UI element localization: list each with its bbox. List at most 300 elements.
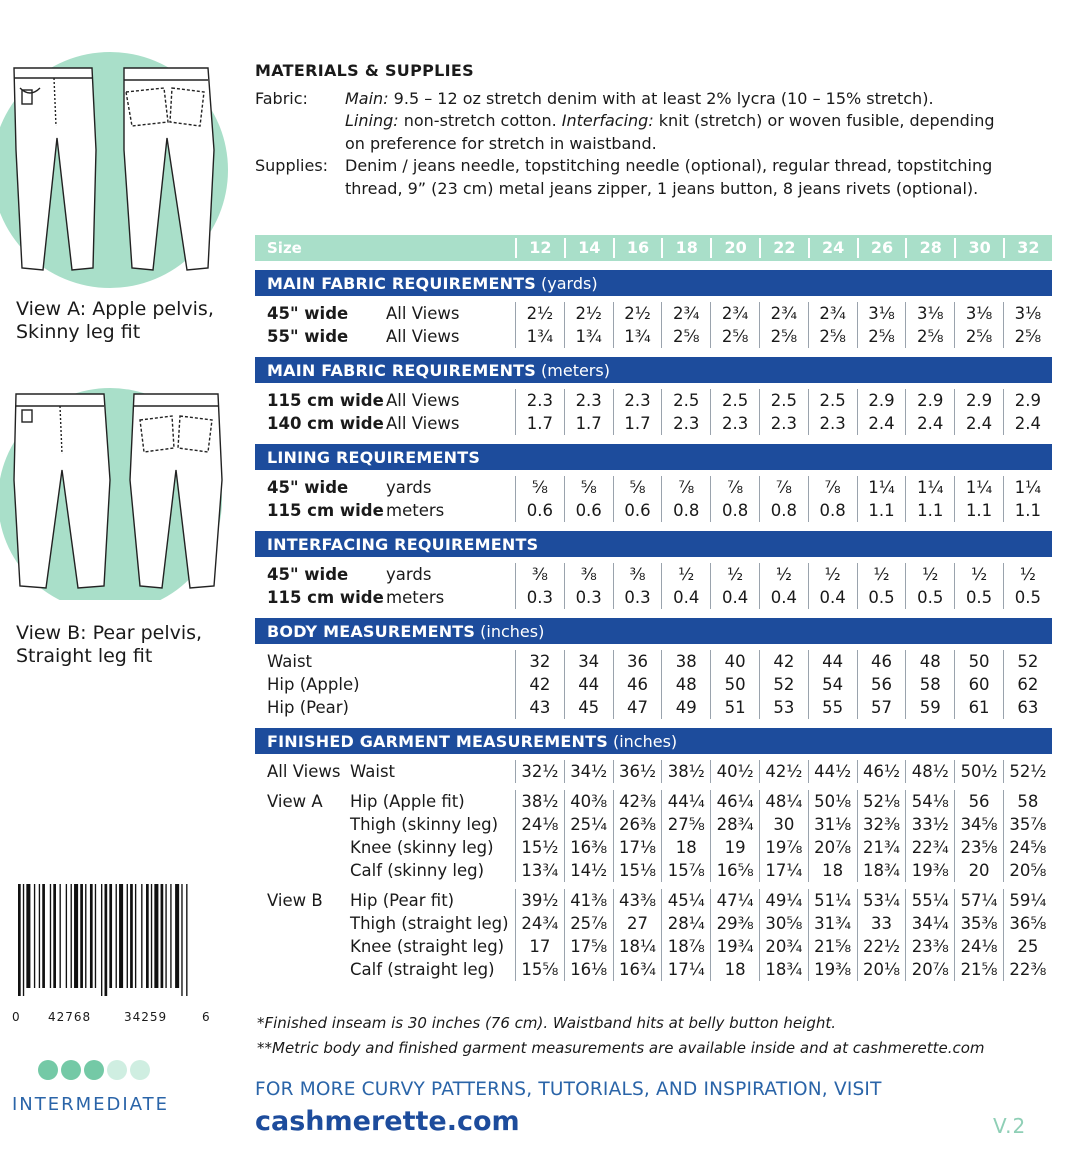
size-header-cell: 12 bbox=[515, 238, 564, 258]
barcode-bar bbox=[101, 884, 102, 996]
table-cell: 41⅜ bbox=[564, 889, 613, 912]
table-cell: 1¼ bbox=[1003, 476, 1052, 499]
table-cell: 50 bbox=[954, 650, 1003, 673]
barcode-bar bbox=[175, 884, 179, 988]
row-label: Waist bbox=[267, 652, 313, 671]
table-cell: 23⅝ bbox=[954, 836, 1003, 859]
table-cell: 2⅝ bbox=[808, 325, 857, 348]
table-cell: 49 bbox=[661, 696, 710, 719]
barcode-bar bbox=[53, 884, 56, 988]
size-chart bbox=[255, 235, 1052, 981]
table-cell: 45¼ bbox=[661, 889, 710, 912]
barcode-digits-left: 42768 bbox=[48, 1010, 92, 1024]
table-cell: 56 bbox=[954, 790, 1003, 813]
table-cell: 40 bbox=[710, 650, 759, 673]
table-cell: 2.3 bbox=[515, 389, 564, 412]
table-cell: ⅝ bbox=[564, 476, 613, 499]
size-header-cell: 30 bbox=[954, 238, 1003, 258]
row-sublabel: Hip (Pear fit) bbox=[350, 891, 455, 910]
table-cell: 24⅛ bbox=[515, 813, 564, 836]
table-row bbox=[255, 696, 1052, 719]
table-cell: 20 bbox=[954, 859, 1003, 882]
table-cell: 22⅜ bbox=[1003, 958, 1052, 981]
table-cell: 2⅝ bbox=[905, 325, 954, 348]
barcode-bar bbox=[165, 884, 166, 988]
table-cell: 0.6 bbox=[564, 499, 613, 522]
table-cell: 54 bbox=[808, 673, 857, 696]
table-cell: 16⅜ bbox=[564, 836, 613, 859]
table-cell: 38½ bbox=[661, 760, 710, 783]
table-cell: 51 bbox=[710, 696, 759, 719]
table-cell: 0.3 bbox=[613, 586, 662, 609]
row-label: 45" wide bbox=[267, 304, 349, 323]
size-header-label: Size bbox=[267, 239, 302, 257]
table-cell: 45 bbox=[564, 696, 613, 719]
table-cell: 57¼ bbox=[954, 889, 1003, 912]
table-cell: 1¼ bbox=[954, 476, 1003, 499]
table-cell: 50 bbox=[710, 673, 759, 696]
footnotes bbox=[257, 1011, 985, 1061]
section-unit: (inches) bbox=[480, 621, 545, 641]
version-label: V.2 bbox=[993, 1114, 1027, 1138]
table-cell: 33 bbox=[857, 912, 906, 935]
table-cell: 2.5 bbox=[808, 389, 857, 412]
difficulty-dot-filled bbox=[84, 1060, 104, 1080]
table-cell: 53 bbox=[759, 696, 808, 719]
table-cell: 49¼ bbox=[759, 889, 808, 912]
table-row bbox=[255, 302, 1052, 325]
size-header-cell: 28 bbox=[905, 238, 954, 258]
section-header-finished bbox=[255, 728, 1052, 754]
table-cell: 42½ bbox=[759, 760, 808, 783]
table-cell: 46 bbox=[857, 650, 906, 673]
barcode-bar bbox=[116, 884, 117, 988]
table-cell: ½ bbox=[759, 563, 808, 586]
table-cell: 44 bbox=[808, 650, 857, 673]
table-cell: 60 bbox=[954, 673, 1003, 696]
table-cell: 1¼ bbox=[857, 476, 906, 499]
table-cell: 43⅜ bbox=[613, 889, 662, 912]
table-cell: 1.7 bbox=[613, 412, 662, 435]
table-cell: 38 bbox=[661, 650, 710, 673]
table-cell: 20⅝ bbox=[1003, 859, 1052, 882]
table-cell: 20⅞ bbox=[808, 836, 857, 859]
section-unit: (meters) bbox=[541, 360, 610, 380]
table-cell: 31¾ bbox=[808, 912, 857, 935]
table-cell: 0.8 bbox=[710, 499, 759, 522]
table-cell: 0.3 bbox=[564, 586, 613, 609]
table-cell: 57 bbox=[857, 696, 906, 719]
table-cell: 0.5 bbox=[905, 586, 954, 609]
barcode-digits-right: 34259 bbox=[124, 1010, 168, 1024]
barcode-bar bbox=[151, 884, 152, 988]
table-cell: ½ bbox=[661, 563, 710, 586]
table-cell: 38½ bbox=[515, 790, 564, 813]
table-cell: 1.1 bbox=[954, 499, 1003, 522]
table-cell: 18¾ bbox=[759, 958, 808, 981]
table-cell: 47¼ bbox=[710, 889, 759, 912]
table-cell: ⅞ bbox=[661, 476, 710, 499]
table-cell: 34¼ bbox=[905, 912, 954, 935]
table-cell: 42 bbox=[515, 673, 564, 696]
row-label: 115 cm wide bbox=[267, 501, 384, 520]
row-sublabel: Knee (straight leg) bbox=[350, 937, 505, 956]
row-label: Hip (Pear) bbox=[267, 698, 349, 717]
table-cell: 27 bbox=[613, 912, 662, 935]
table-cell: 1.1 bbox=[857, 499, 906, 522]
table-cell: 44½ bbox=[808, 760, 857, 783]
row-label: 45" wide bbox=[267, 478, 349, 497]
row-sublabel: meters bbox=[386, 588, 445, 607]
table-cell: 2.5 bbox=[759, 389, 808, 412]
table-row bbox=[255, 790, 1052, 813]
row-sublabel: Waist bbox=[350, 762, 396, 781]
section-rows bbox=[255, 470, 1052, 522]
difficulty-label: INTERMEDIATE bbox=[12, 1094, 170, 1115]
section-title: MAIN FABRIC REQUIREMENTS bbox=[267, 273, 537, 293]
difficulty-dot-filled bbox=[61, 1060, 81, 1080]
table-cell: 22¾ bbox=[905, 836, 954, 859]
table-cell: 2⅝ bbox=[710, 325, 759, 348]
barcode-bar bbox=[141, 884, 142, 988]
table-cell: 19⅜ bbox=[905, 859, 954, 882]
table-cell: 2.4 bbox=[954, 412, 1003, 435]
row-sublabel: meters bbox=[386, 501, 445, 520]
table-cell: ⅝ bbox=[515, 476, 564, 499]
table-cell: 2.4 bbox=[1003, 412, 1052, 435]
table-cell: 3⅛ bbox=[1003, 302, 1052, 325]
barcode-bar bbox=[23, 884, 24, 996]
table-cell: 54⅛ bbox=[905, 790, 954, 813]
table-cell: 50⅛ bbox=[808, 790, 857, 813]
table-row bbox=[255, 859, 1052, 882]
table-row bbox=[255, 813, 1052, 836]
size-header-cell: 26 bbox=[857, 238, 906, 258]
barcode-bar bbox=[161, 884, 164, 988]
table-cell: 15⅝ bbox=[515, 958, 564, 981]
table-cell: 25⅞ bbox=[564, 912, 613, 935]
table-cell: ⅝ bbox=[613, 476, 662, 499]
table-cell: 1.1 bbox=[1003, 499, 1052, 522]
section-title: BODY MEASUREMENTS bbox=[267, 621, 476, 641]
table-cell: 19 bbox=[710, 836, 759, 859]
section-rows bbox=[255, 296, 1052, 348]
barcode-bar bbox=[130, 884, 133, 988]
table-cell: ½ bbox=[905, 563, 954, 586]
table-cell: 44 bbox=[564, 673, 613, 696]
barcode-bar bbox=[26, 884, 30, 988]
table-cell: 17¼ bbox=[759, 859, 808, 882]
table-row bbox=[255, 650, 1052, 673]
table-cell: 2¾ bbox=[710, 302, 759, 325]
table-cell: 22½ bbox=[857, 935, 906, 958]
barcode-bar bbox=[181, 884, 182, 996]
table-cell: ½ bbox=[954, 563, 1003, 586]
table-cell: 1¼ bbox=[905, 476, 954, 499]
barcode-bar bbox=[170, 884, 171, 988]
table-cell: 3⅛ bbox=[857, 302, 906, 325]
barcode-digit-first: 0 bbox=[12, 1010, 21, 1024]
table-cell: 32⅜ bbox=[857, 813, 906, 836]
table-cell: 2⅝ bbox=[661, 325, 710, 348]
barcode-bar bbox=[71, 884, 72, 988]
barcode-bar bbox=[135, 884, 136, 988]
table-cell: 17⅛ bbox=[613, 836, 662, 859]
table-cell: 35⅜ bbox=[954, 912, 1003, 935]
table-cell: 2.3 bbox=[710, 412, 759, 435]
table-cell: 28¼ bbox=[661, 912, 710, 935]
row-label: 55" wide bbox=[267, 327, 349, 346]
table-cell: 17⅝ bbox=[564, 935, 613, 958]
size-header-cell: 20 bbox=[710, 238, 759, 258]
section-rows bbox=[255, 644, 1052, 719]
table-cell: 34 bbox=[564, 650, 613, 673]
size-header-cell: 22 bbox=[759, 238, 808, 258]
table-cell: 2.4 bbox=[905, 412, 954, 435]
table-cell: ⅜ bbox=[515, 563, 564, 586]
table-cell: 63 bbox=[1003, 696, 1052, 719]
table-cell: 32½ bbox=[515, 760, 564, 783]
section-rows bbox=[255, 383, 1052, 435]
table-cell: 2.4 bbox=[857, 412, 906, 435]
footnote-inseam: *Finished inseam is 30 inches (76 cm). Waistband hits at belly button height. bbox=[257, 1014, 837, 1032]
table-cell: 20⅛ bbox=[857, 958, 906, 981]
barcode-bar bbox=[95, 884, 96, 988]
table-cell: 52 bbox=[1003, 650, 1052, 673]
table-row bbox=[255, 389, 1052, 412]
table-cell: 48¼ bbox=[759, 790, 808, 813]
row-sublabel: Calf (straight leg) bbox=[350, 960, 495, 979]
table-cell: 2¾ bbox=[808, 302, 857, 325]
table-cell: 34½ bbox=[564, 760, 613, 783]
table-cell: 46½ bbox=[857, 760, 906, 783]
table-cell: ½ bbox=[808, 563, 857, 586]
table-cell: 2.9 bbox=[857, 389, 906, 412]
row-label: View B bbox=[267, 891, 323, 910]
table-cell: 55 bbox=[808, 696, 857, 719]
table-cell: 34⅝ bbox=[954, 813, 1003, 836]
table-cell: 0.8 bbox=[808, 499, 857, 522]
table-cell: 58 bbox=[1003, 790, 1052, 813]
table-cell: 17¼ bbox=[661, 958, 710, 981]
fabric-label: Fabric: bbox=[255, 88, 308, 108]
table-cell: ½ bbox=[857, 563, 906, 586]
table-cell: 52 bbox=[759, 673, 808, 696]
row-label: 115 cm wide bbox=[267, 588, 384, 607]
table-cell: 51¼ bbox=[808, 889, 857, 912]
table-cell: 0.8 bbox=[661, 499, 710, 522]
main-fabric-text: 9.5 – 12 oz stretch denim with at least 2% lycra (10 – 15% stretch). bbox=[388, 88, 934, 108]
table-cell: 40⅜ bbox=[564, 790, 613, 813]
section-header-main_meters bbox=[255, 357, 1052, 383]
barcode-bar bbox=[127, 884, 128, 988]
table-cell: 31⅛ bbox=[808, 813, 857, 836]
table-cell: 16¾ bbox=[613, 958, 662, 981]
website-link[interactable]: cashmerette.com bbox=[255, 1106, 520, 1137]
table-cell: 2.3 bbox=[661, 412, 710, 435]
row-sublabel: yards bbox=[386, 478, 432, 497]
row-label: View A bbox=[267, 792, 323, 811]
table-cell: 53¼ bbox=[857, 889, 906, 912]
materials-heading: MATERIALS & SUPPLIES bbox=[255, 61, 474, 80]
table-cell: 19¾ bbox=[710, 935, 759, 958]
supplies-label: Supplies: bbox=[255, 156, 329, 175]
view-a-label: View A: bbox=[16, 298, 87, 320]
row-sublabel: Knee (skinny leg) bbox=[350, 838, 494, 857]
section-header-lining bbox=[255, 444, 1052, 470]
section-title: MAIN FABRIC REQUIREMENTS bbox=[267, 360, 537, 380]
table-cell: 2.3 bbox=[613, 389, 662, 412]
table-cell: 46 bbox=[613, 673, 662, 696]
table-cell: 27⅝ bbox=[661, 813, 710, 836]
table-cell: 19⅜ bbox=[808, 958, 857, 981]
table-cell: 17 bbox=[515, 935, 564, 958]
difficulty-dots bbox=[38, 1060, 150, 1080]
table-cell: 0.6 bbox=[613, 499, 662, 522]
barcode-bar bbox=[80, 884, 83, 988]
row-sublabel: All Views bbox=[386, 414, 460, 433]
table-cell: 2.3 bbox=[808, 412, 857, 435]
table-cell: 2.3 bbox=[759, 412, 808, 435]
table-cell: 21¾ bbox=[857, 836, 906, 859]
table-cell: 2⅝ bbox=[1003, 325, 1052, 348]
table-cell: 0.4 bbox=[808, 586, 857, 609]
table-cell: ⅞ bbox=[759, 476, 808, 499]
table-cell: 18⅞ bbox=[661, 935, 710, 958]
row-label: All Views bbox=[267, 762, 341, 781]
supplies-text: Denim / jeans needle, topstitching needle (optional), regular thread, topstitching bbox=[345, 156, 993, 175]
table-row bbox=[255, 958, 1052, 981]
promo-text: FOR MORE CURVY PATTERNS, TUTORIALS, AND INSPIRATION, VISIT bbox=[255, 1079, 882, 1100]
table-cell: 61 bbox=[954, 696, 1003, 719]
barcode-bar bbox=[50, 884, 51, 988]
table-cell: 3⅛ bbox=[954, 302, 1003, 325]
table-cell: 18¼ bbox=[613, 935, 662, 958]
table-cell: 0.4 bbox=[759, 586, 808, 609]
table-cell: 58 bbox=[905, 673, 954, 696]
table-cell: 59¼ bbox=[1003, 889, 1052, 912]
table-cell: 1.7 bbox=[564, 412, 613, 435]
table-row bbox=[255, 889, 1052, 912]
row-sublabel: All Views bbox=[386, 391, 460, 410]
section-header-interfacing bbox=[255, 531, 1052, 557]
table-cell: 1.7 bbox=[515, 412, 564, 435]
table-cell: 44¼ bbox=[661, 790, 710, 813]
table-cell: 18 bbox=[808, 859, 857, 882]
table-cell: 25¼ bbox=[564, 813, 613, 836]
table-cell: 2.3 bbox=[564, 389, 613, 412]
difficulty-dot-filled bbox=[38, 1060, 58, 1080]
table-cell: 24⅝ bbox=[1003, 836, 1052, 859]
table-cell: ⅞ bbox=[808, 476, 857, 499]
table-cell: ½ bbox=[710, 563, 759, 586]
section-header-main_yards bbox=[255, 270, 1052, 296]
table-cell: 2.9 bbox=[905, 389, 954, 412]
table-cell: 24⅛ bbox=[954, 935, 1003, 958]
barcode-bar bbox=[60, 884, 61, 988]
section-header-body bbox=[255, 618, 1052, 644]
table-cell: 2½ bbox=[515, 302, 564, 325]
table-cell: 36½ bbox=[613, 760, 662, 783]
table-cell: 48 bbox=[661, 673, 710, 696]
barcode-bar bbox=[146, 884, 149, 988]
row-sublabel: All Views bbox=[386, 327, 460, 346]
table-cell: 1.1 bbox=[905, 499, 954, 522]
barcode-bar bbox=[39, 884, 40, 988]
table-cell: 29⅜ bbox=[710, 912, 759, 935]
table-cell: 18 bbox=[661, 836, 710, 859]
barcode-bar bbox=[109, 884, 112, 988]
table-cell: 2.9 bbox=[954, 389, 1003, 412]
size-header-cell: 14 bbox=[564, 238, 613, 258]
barcode-bar bbox=[34, 884, 35, 988]
table-cell: 13¾ bbox=[515, 859, 564, 882]
table-cell: 23⅜ bbox=[905, 935, 954, 958]
row-label: 115 cm wide bbox=[267, 391, 384, 410]
table-cell: 3⅛ bbox=[905, 302, 954, 325]
size-header-cell: 24 bbox=[808, 238, 857, 258]
row-label: Hip (Apple) bbox=[267, 675, 360, 694]
table-row bbox=[255, 586, 1052, 609]
table-row bbox=[255, 760, 1052, 783]
table-row bbox=[255, 499, 1052, 522]
table-cell: 56 bbox=[857, 673, 906, 696]
table-cell: 21⅝ bbox=[954, 958, 1003, 981]
table-cell: 18 bbox=[710, 958, 759, 981]
difficulty-dot-empty bbox=[130, 1060, 150, 1080]
materials-section: MATERIALS & SUPPLIES Fabric: Main: 9.5 – 12 oz stretch denim with at least 2% lycra (10 – 15% stretch). Lining: non-stretch cotton. Interfacing: knit (stretch) or woven fusible, depending on preference for stretch in waistband. Supplies: Denim / jeans needle, topstitching needle (optional), regular thread, topstitching thread, 9” (23 cm) metal jeans zipper, 1 jeans button, 8 jeans rivets (optional). bbox=[255, 60, 1055, 200]
table-cell: ⅞ bbox=[710, 476, 759, 499]
footnote-metric: **Metric body and finished garment measurements are available inside and at cashmerette.com bbox=[257, 1039, 985, 1057]
table-row bbox=[255, 412, 1052, 435]
table-cell: 1¾ bbox=[515, 325, 564, 348]
table-cell: 15½ bbox=[515, 836, 564, 859]
table-cell: 2.9 bbox=[1003, 389, 1052, 412]
table-row bbox=[255, 325, 1052, 348]
table-cell: 52⅛ bbox=[857, 790, 906, 813]
table-cell: 2¾ bbox=[759, 302, 808, 325]
barcode-bar bbox=[18, 884, 21, 996]
table-row bbox=[255, 476, 1052, 499]
row-label: 45" wide bbox=[267, 565, 349, 584]
table-cell: 48½ bbox=[905, 760, 954, 783]
table-cell: 0.6 bbox=[515, 499, 564, 522]
table-cell: 2½ bbox=[613, 302, 662, 325]
table-row bbox=[255, 563, 1052, 586]
table-cell: 47 bbox=[613, 696, 662, 719]
table-cell: 52½ bbox=[1003, 760, 1052, 783]
table-cell: 2⅝ bbox=[759, 325, 808, 348]
barcode-digit-last: 6 bbox=[202, 1010, 211, 1024]
table-cell: 2⅝ bbox=[954, 325, 1003, 348]
table-cell: 0.5 bbox=[954, 586, 1003, 609]
barcode-bar bbox=[154, 884, 158, 988]
table-cell: 2⅝ bbox=[857, 325, 906, 348]
view-b-illustration bbox=[0, 380, 240, 600]
table-cell: 28¾ bbox=[710, 813, 759, 836]
table-cell: 24¾ bbox=[515, 912, 564, 935]
section-unit: (inches) bbox=[612, 731, 678, 751]
table-cell: 21⅝ bbox=[808, 935, 857, 958]
table-cell: 59 bbox=[905, 696, 954, 719]
section-unit: (yards) bbox=[541, 273, 598, 293]
table-cell: 19⅞ bbox=[759, 836, 808, 859]
table-cell: 0.5 bbox=[1003, 586, 1052, 609]
table-cell: 62 bbox=[1003, 673, 1052, 696]
section-title: INTERFACING REQUIREMENTS bbox=[267, 534, 539, 554]
barcode-bar bbox=[85, 884, 86, 988]
view-a-caption: View A: Apple pelvis, Skinny leg fit bbox=[16, 298, 214, 343]
